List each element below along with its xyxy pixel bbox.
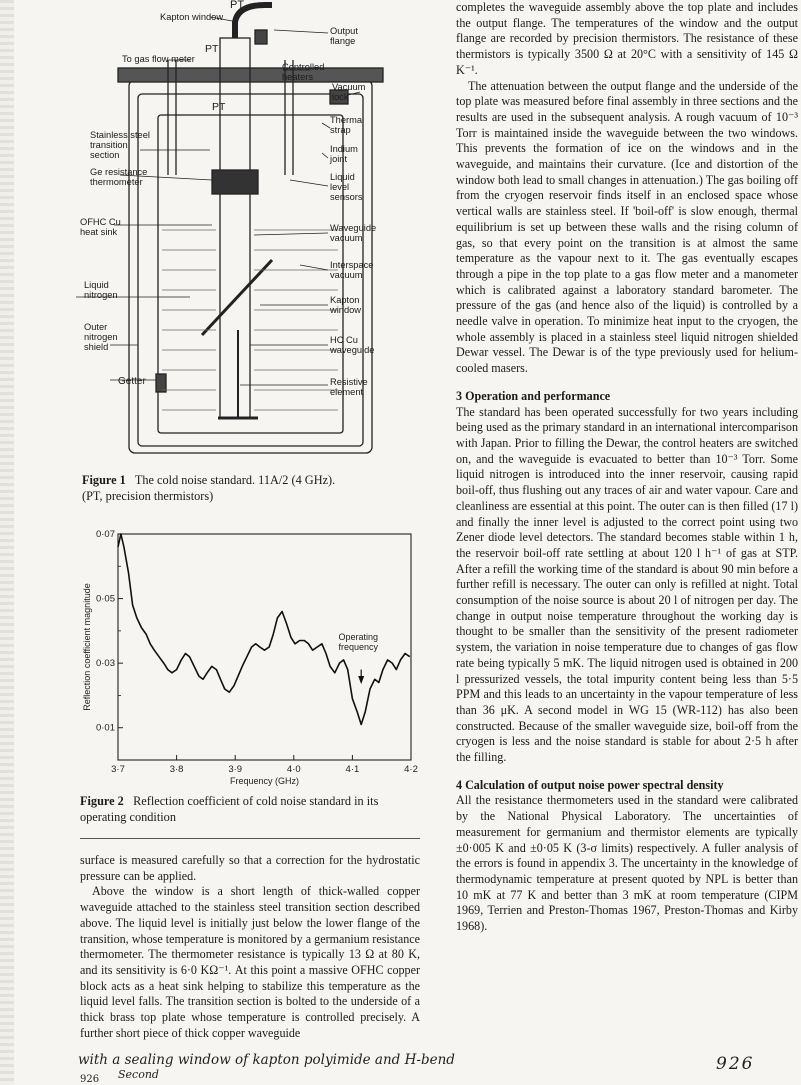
label-pt-top: PT <box>230 0 245 11</box>
page-number-fragment: 926 <box>80 1074 100 1085</box>
handwritten-page-number: 926 <box>716 1054 755 1074</box>
section-3-heading: 3 Operation and performance <box>456 388 611 403</box>
right-column-text <box>456 0 798 935</box>
central-waveguide <box>220 38 250 418</box>
label-ge-thermometer: Ge resistance thermometer <box>90 167 148 187</box>
label-gas-flow-meter: To gas flow meter <box>122 54 195 64</box>
caption-rule <box>80 838 420 839</box>
reflection-curve <box>118 534 410 725</box>
binding-edge <box>0 0 14 1085</box>
y-axis-label: Reflection coefficient magnitude <box>82 583 92 711</box>
section-4-heading: 4 Calculation of output noise power spectral density <box>456 777 724 792</box>
x-tick-label: 4·0 <box>286 764 301 775</box>
label-getter: Getter <box>118 376 146 387</box>
y-tick-label: 0·03 <box>95 658 115 670</box>
x-tick-label: 4·1 <box>345 764 360 775</box>
label-kapton-window-top: Kapton window <box>160 12 224 22</box>
left-column-text <box>80 853 420 1041</box>
x-tick-label: 3·9 <box>228 764 243 775</box>
left-paragraph-2: Above the window is a short length of thick-walled copper waveguide attached to the stainless steel transition section described above. The liquid level is initially just below the lower flange of the transition, whose temperature is monitored by a germanium resistance thermometer. The thermometer resistance is typically 13 Ω at 80 K, and its sensitivity is 6·0 KΩ⁻¹. At this point a massive OFHC copper block acts as a heat sink helping to stabilize this temperature as the liquid level falls. The transition section is bolted to the underside of a thick brass top plate whose temperature is controlled precisely. A further short piece of thick copper waveguide <box>80 884 420 1040</box>
label-indium-joint: Indium joint <box>330 144 358 164</box>
figure-2-caption-text: Reflection coefficient of cold noise standard in its <box>133 794 379 808</box>
figure-2-caption <box>80 793 378 825</box>
label-interspace-vacuum: Interspace vacuum <box>330 260 374 280</box>
y-tick-label: 0·05 <box>95 593 115 605</box>
figure-1-diagram <box>40 0 470 470</box>
x-tick-label: 3·7 <box>111 764 125 775</box>
y-tick-label: 0·01 <box>95 722 115 734</box>
handwritten-note: with a sealing window of kapton polyimide and H-bend <box>78 1052 455 1068</box>
label-pt-mid: PT <box>212 101 226 113</box>
left-paragraph-1: surface is measured carefully so that a correction for the hydrostatic pressure can be applied. <box>80 853 420 883</box>
handwritten-note-2: Second <box>118 1068 159 1081</box>
figure-1-caption-text: The cold noise standard. 11A/2 (4 GHz). <box>134 473 336 487</box>
x-axis-label: Frequency (GHz) <box>229 776 300 786</box>
y-tick-label: 0·07 <box>95 529 115 540</box>
label-hc-cu-waveguide: HC Cu waveguide <box>330 335 375 355</box>
label-thermal-strap: Thermal strap <box>330 115 365 135</box>
label-outer-nitrogen-shield: Outer nitrogen shield <box>84 322 118 352</box>
right-paragraph-top: completes the waveguide assembly above the top plate and includes the output flange. The temperatures of the window and the output flange are recorded by precision thermistors. The resistance of these thermistors is typically 3500 Ω at 20°C with a sensitivity of 145 Ω K⁻¹. <box>456 0 798 77</box>
figure-2-chart <box>76 522 436 792</box>
operating-frequency-label: Operating frequency <box>338 631 379 652</box>
label-ofhc-heat-sink: OFHC Cu heat sink <box>80 217 121 237</box>
label-vacuum-lock: Vacuum lock <box>332 82 366 102</box>
section-4-paragraph: All the resistance thermometers used in the standard were calibrated by the National Physical Laboratory. The uncertainties of measurement for germanium and thermistor elements are typically ±0·005 K and ±0·05 K (3-σ limits) respectively. A fuller analysis of the errors is found in appendix 3. The uncertainty in the knowledge of thermodynamic temperature at present quoted by NPL is better than 10 mK at 77 K and better than 3 mK at room temperature (CIPM 1969, Terrien and Preston-Thomas 1967, Preston-Thomas and Kirby 1968). <box>456 793 798 934</box>
operating-frequency-arrowhead <box>358 676 364 684</box>
label-waveguide-vacuum: Waveguide vacuum <box>330 223 377 243</box>
figure-1-caption-label: Figure 1 <box>82 473 126 487</box>
right-paragraph-attenuation: The attenuation between the output flange and the underside of the top plate was measured before final assembly in three sections and the results are used in the subsequent analysis. A rough vacuum of 10⁻³ Torr is maintained inside the waveguide between the two windows. This prevents the formation of ice on the windows and in the waveguide, and maintains their curvature. (Ice and distortion of the window both lead to small changes in attenuation.) The gas boiling off from the cryogen reservoir finds itself in an enclosed space whose vertical walls are stainless steel. If 'boil-off' is slow enough, thermal equilibrium is set up between these walls and the rising column of gas, so that every point on the transition is at almost the same temperature as the vapour next to it. The gas eventually escapes through a pipe in the top plate to a gas flow meter and a manometer which is calibrated against a laboratory standard barometer. The pressure of the gas (and hence also of the liquid) is controlled by a needle valve in operation. To minimize heat input to the cryogen, the whole assembly is placed in a stainless steel liquid nitrogen shielded Dewar vessel. The Dewar is of the type previously used for helium-cooled masers. <box>456 78 798 376</box>
label-output-flange: Output flange <box>330 26 358 46</box>
figure-1-caption-text2: (PT, precision thermistors) <box>82 489 214 503</box>
label-pt-left: PT <box>205 43 219 55</box>
x-tick-label: 4·2 <box>404 764 418 775</box>
figure-1-caption <box>82 472 335 504</box>
label-kapton-window-mid: Kapton window <box>330 295 362 315</box>
label-controlled-heaters: Controlled heaters <box>282 62 325 82</box>
figure-2-caption-text2: operating condition <box>80 810 176 824</box>
label-liquid-level-sensors: Liquid level sensors <box>330 172 363 202</box>
label-liquid-nitrogen: Liquid nitrogen <box>84 280 118 300</box>
heat-sink-block <box>212 170 258 194</box>
section-3-paragraph: The standard has been operated successfully for two years including being used as the primary standard in an international intercomparison with Japan. Prior to filling the Dewar, the control heaters are switched on, and the waveguide is evacuated to better than 10⁻³ Torr. Some liquid nitrogen is introduced into the inner reservoir, causing rapid boil-off, thus flushing out any traces of air and water vapour. Care and cleanliness are essential at this point. The outer can is then filled (17 l) and finally the inner level is adjusted to the correct point using two Zener diode level detectors. The standard becomes stable within 1 h, the reservoir boil-off rate settling at about 120 l h⁻¹ of gas at STP. After a refill the working time of the standard is about 90 min before a further refill is necessary. The outer can only is refilled at night. Total consumption of the noise source is about 20 l of nitrogen per day. The change in output noise temperature throughout the working day is thought to be smaller than the sensitivity of the present radiometer system, the variation in noise temperature due to changes of gas flow rate being typically 5 mK. The liquid nitrogen used is obtained in 200 l pressurized vessels, the total impurity content being less than 5·5 PPM and this leads to an uncertainty in the vapour temperature of less than 36 μK. A second model in WG 15 (WR-112) has also been constructed. Because of the smaller waveguide size, boil-off from the cryogen is less and the noise standard is stable for about 2·5 h after the filling. <box>456 404 798 765</box>
x-tick-label: 3·8 <box>169 764 184 775</box>
label-resistive-element: Resistive element <box>330 377 368 397</box>
label-stainless-steel: Stainless steel transition section <box>90 130 150 160</box>
figure-2-caption-label: Figure 2 <box>80 794 124 808</box>
